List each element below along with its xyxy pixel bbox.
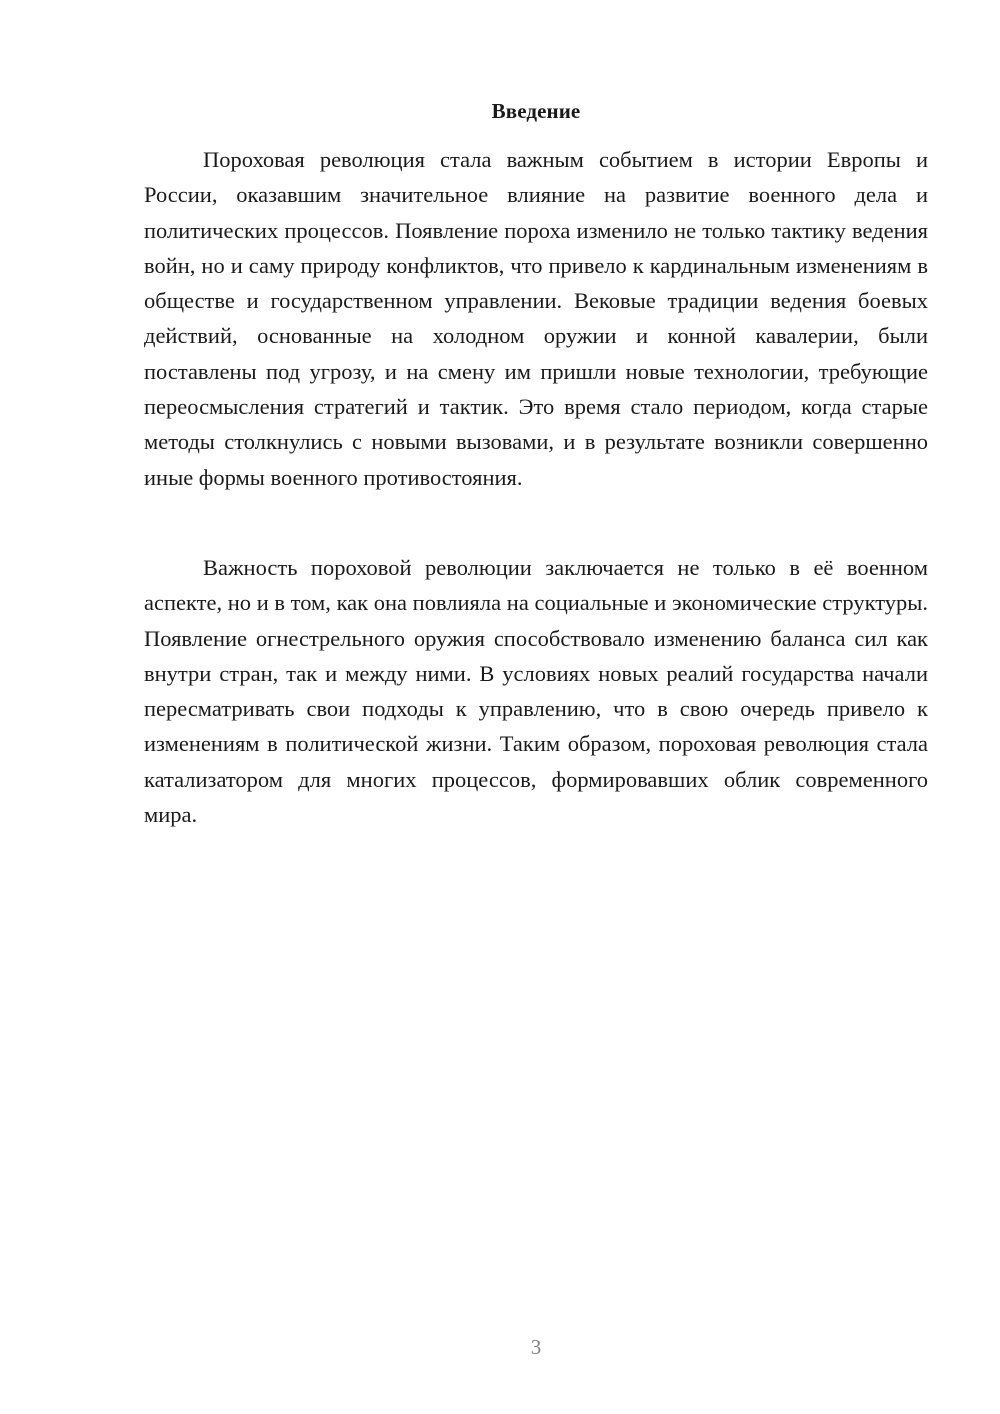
paragraph-2: Важность пороховой революции заключается не только в её военном аспекте, но и в том, как она повлияла на социальные и экономические структуры. Появление огнестрельного оружия способствовало изменению баланса сил как внутри стран, так и между ними. В условиях новых реалий государства начали пересматривать свои подходы к управлению, что в свою очередь привело к изменениям в политической жизни. Таким образом, пороховая революция стала катализатором для многих процессов, формировавших облик современного мира. [144, 555, 928, 828]
page-number: 3 [530, 1335, 542, 1359]
paragraph-1: Пороховая революция стала важным событием в истории Европы и России, оказавшим значительное влияние на развитие военного дела и политических процессов. Появление пороха изменило не только тактику ведения войн, но и саму природу конфликтов, что привело к кардинальным изменениям в обществе и государственном управлении. Вековые традиции ведения боевых действий, основанные на холодном оружии и конной кавалерии, были поставлены под угрозу, и на смену им пришли новые технологии, требующие переосмысления стратегий и тактик. Это время стало периодом, когда старые методы столкнулись с новыми вызовами, и в результате возникли совершенно иные формы военного противостояния. [144, 147, 928, 490]
page-title: Введение [491, 99, 581, 123]
